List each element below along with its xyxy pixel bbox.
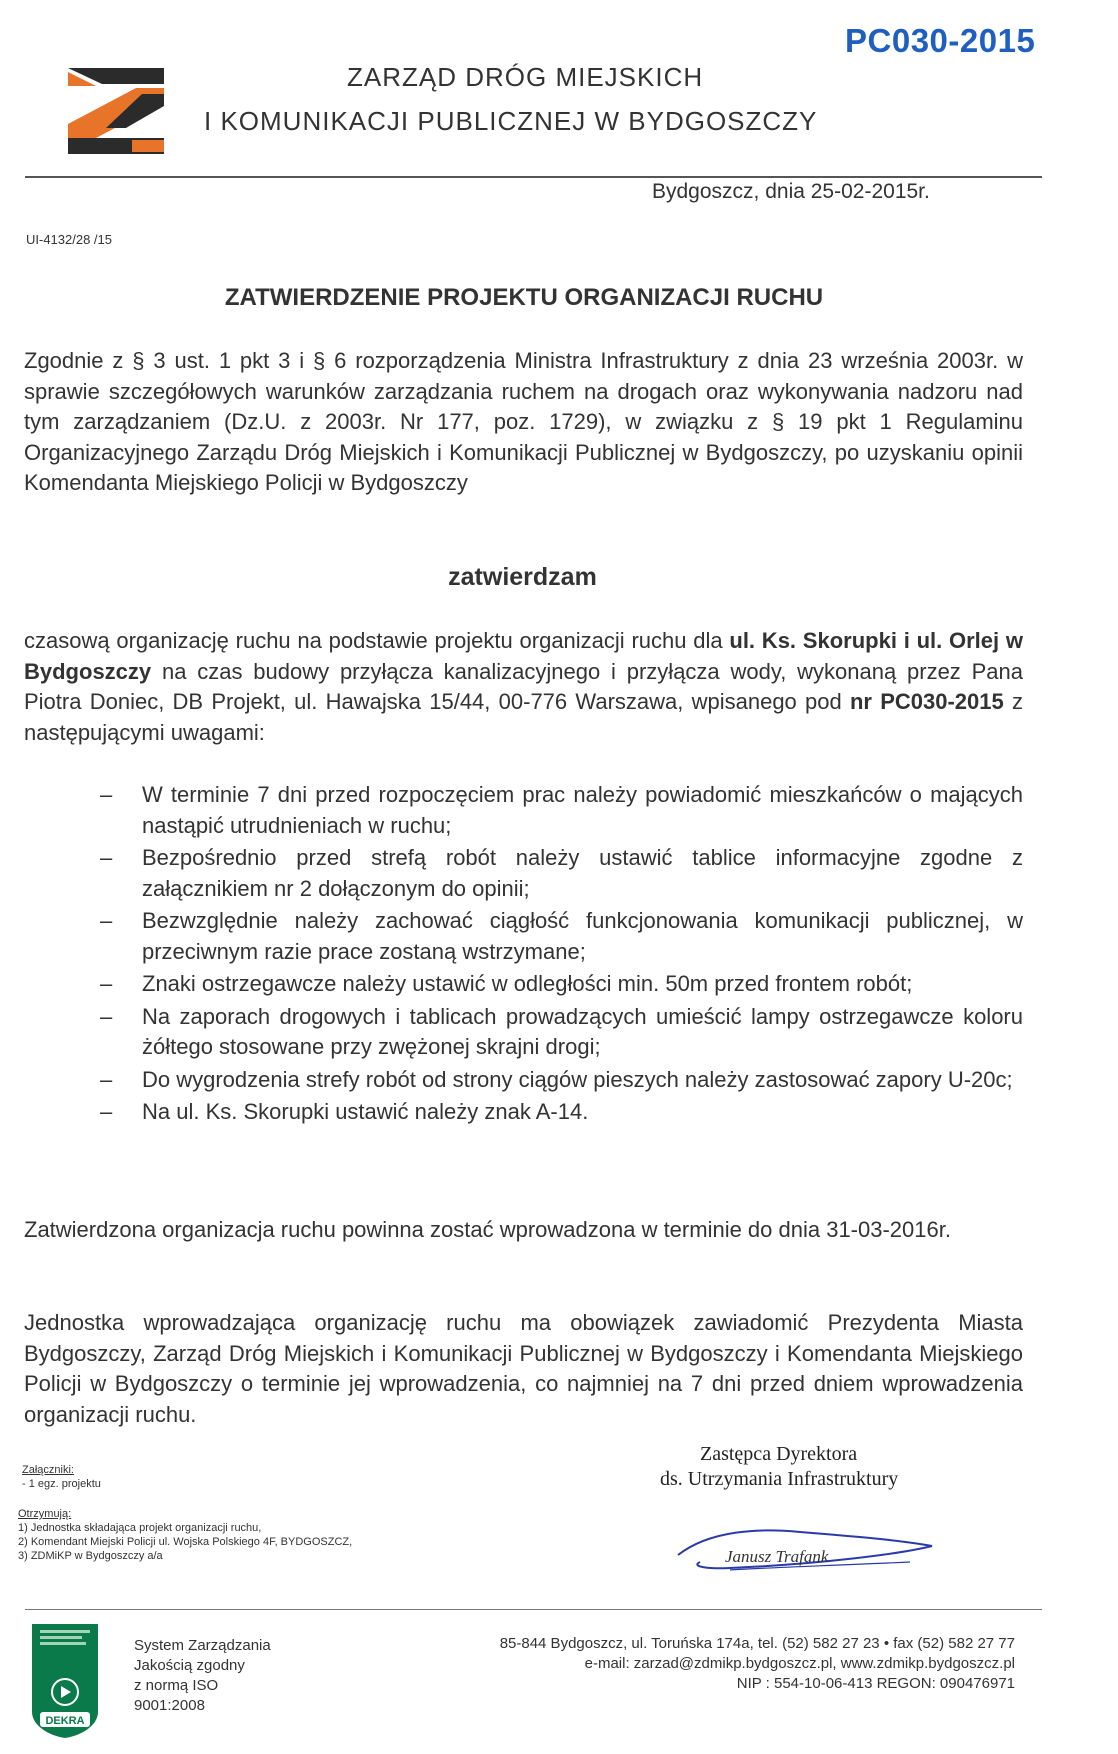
contact-tax-ids: NIP : 554-10-06-413 REGON: 090476971 — [736, 1675, 1015, 1692]
approval-text-part1: czasową organizację ruchu na podstawie projektu organizacji ruchu dla — [24, 628, 730, 653]
qms-line: System Zarządzania — [134, 1637, 271, 1654]
remark-text: Znaki ostrzegawcze należy ustawić w odległości min. 50m przed frontem robót; — [142, 971, 913, 996]
handwritten-signature — [670, 1510, 940, 1580]
zdmikp-logo — [66, 66, 166, 156]
approval-text-part2: na czas budowy przyłącza kanalizacyjnego i przyłącza wody, wykonaną przez Pana Piotra Doniec, DB Projekt, ul. Hawajska 15/44, 00-776 Warszawa, wpisanego pod — [24, 658, 1023, 714]
remark-text: Bezpośrednio przed strefą robót należy ustawić tablice informacyjne zgodne z załącznikiem nr 2 dołączonym do opinii; — [142, 845, 1023, 901]
remark-text: Do wygrodzenia strefy robót od strony ciągów pieszych należy zastosować zapory U-20c; — [142, 1066, 1013, 1092]
signatory-department: ds. Utrzymania Infrastruktury — [660, 1468, 899, 1490]
remark-dash: – — [100, 1066, 113, 1092]
remark-dash: – — [100, 908, 113, 933]
remark-dash: – — [100, 845, 113, 870]
organization-name-line1: ZARZĄD DRÓG MIEJSKICH — [347, 62, 704, 92]
approval-paragraph — [24, 626, 1023, 748]
deadline-paragraph: Zatwierdzona organizacja ruchu powinna zostać wprowadzona w terminie do dnia 31-03-2016r. — [24, 1217, 951, 1242]
attachment-item: - 1 egz. projektu — [22, 1478, 101, 1490]
legal-basis-paragraph: Zgodnie z § 3 ust. 1 pkt 3 i § 6 rozporządzenia Ministra Infrastruktury z dnia 23 września 2003r. w sprawie szczegółowych warunków zarządzania ruchem na drogach oraz wykonywania nadzoru nad tym zarządzaniem (Dz.U. z 2003r. Nr 177, poz. 1729), w związku z § 19 pkt 1 Regulaminu Organizacyjnego Zarządu Dróg Miejskich i Komunikacji Publicznej w Bydgoszczy, po uzyskaniu opinii Komendanta Miejskiego Policji w Bydgoszczy — [24, 348, 1023, 495]
recipients-label: Otrzymują: — [18, 1508, 72, 1520]
qms-line: z normą ISO — [134, 1677, 219, 1694]
attachments-label: Załączniki: — [22, 1464, 74, 1476]
remark-dash: – — [100, 1003, 113, 1029]
contact-address: 85-844 Bydgoszcz, ul. Toruńska 174a, tel. (52) 582 27 23 • fax (52) 582 27 77 — [499, 1635, 1015, 1652]
signatory-title: Zastępca Dyrektora — [700, 1443, 858, 1465]
remark-dash: – — [100, 1099, 113, 1124]
dekra-label: DEKRA — [45, 1715, 85, 1727]
remark-text: Na ul. Ks. Skorupki ustawić należy znak A-14. — [142, 1099, 589, 1124]
organization-name-line2: I KOMUNIKACJI PUBLICZNEJ W BYDGOSZCZY — [204, 106, 818, 136]
remark-item — [100, 1065, 1023, 1096]
remark-item — [100, 1002, 1023, 1063]
recipients-block — [18, 1507, 352, 1563]
recipient-item: 3) ZDMiKP w Bydgoszczy a/a — [18, 1550, 163, 1562]
header-divider — [25, 176, 1042, 178]
remark-text: Bezwzględnie należy zachować ciągłość funkcjonowania komunikacji publicznej, w przeciwnym razie prace zostaną wstrzymane; — [142, 908, 1023, 964]
qms-line: 9001:2008 — [134, 1697, 205, 1714]
remark-item — [100, 1097, 1023, 1128]
street-names: ul. Ks. Skorupki i ul. Orlej w Bydgoszczy — [24, 628, 1024, 684]
notification-paragraph: Jednostka wprowadzająca organizację ruchu ma obowiązek zawiadomić Prezydenta Miasta Bydgoszczy, Zarząd Dróg Miejskich i Komunikacji Publicznej w Bydgoszczy i Komendanta Miejskiego Policji w Bydgoszczy o terminie jej wprowadzenia, co najmniej na 7 dni przed dniem wprowadzenia organizacji ruchu. — [24, 1310, 1023, 1427]
remark-dash: – — [100, 971, 113, 996]
quality-management-note — [134, 1636, 271, 1716]
remark-text: W terminie 7 dni przed rozpoczęciem prac należy powiadomić mieszkańców o mających nastąpić utrudnieniach w ruchu; — [142, 782, 1023, 838]
dekra-certification-badge — [30, 1622, 100, 1740]
remark-item — [100, 906, 1023, 967]
document-title: ZATWIERDZENIE PROJEKTU ORGANIZACJI RUCHU — [224, 284, 824, 311]
svg-text:Janusz Trafank: Janusz Trafank — [725, 1547, 829, 1566]
reference-number: UI-4132/28 /15 — [26, 232, 113, 247]
document-date: Bydgoszcz, dnia 25-02-2015r. — [652, 180, 930, 203]
contact-email-web: e-mail: zarzad@zdmikp.bydgoszcz.pl, www.zdmikp.bydgoszcz.pl — [584, 1655, 1015, 1672]
remark-item — [100, 843, 1023, 904]
remark-dash: – — [100, 782, 113, 807]
remark-item — [100, 780, 1023, 841]
remarks-list — [100, 780, 1023, 1130]
remark-text: Na zaporach drogowych i tablicach prowadzących umieścić lampy ostrzegawcze koloru żółtego stosowane przy zwężonej skrajni drogi; — [142, 1003, 1023, 1059]
approval-text-part3: z następującymi uwagami: — [24, 689, 1023, 745]
recipient-item: 1) Jednostka składająca projekt organizacji ruchu, — [18, 1522, 262, 1534]
attachments-block — [22, 1463, 101, 1491]
footer-divider — [25, 1609, 1042, 1610]
contact-details — [500, 1634, 1015, 1694]
remark-item — [100, 969, 1023, 1000]
document-code: PC030-2015 — [845, 22, 1036, 59]
recipient-item: 2) Komendant Miejski Policji ul. Wojska Polskiego 4F, BYDGOSZCZ, — [18, 1536, 353, 1548]
decree-word: zatwierdzam — [448, 563, 597, 591]
project-number: nr PC030-2015 — [849, 689, 1004, 714]
qms-line: Jakością zgodny — [134, 1657, 245, 1674]
